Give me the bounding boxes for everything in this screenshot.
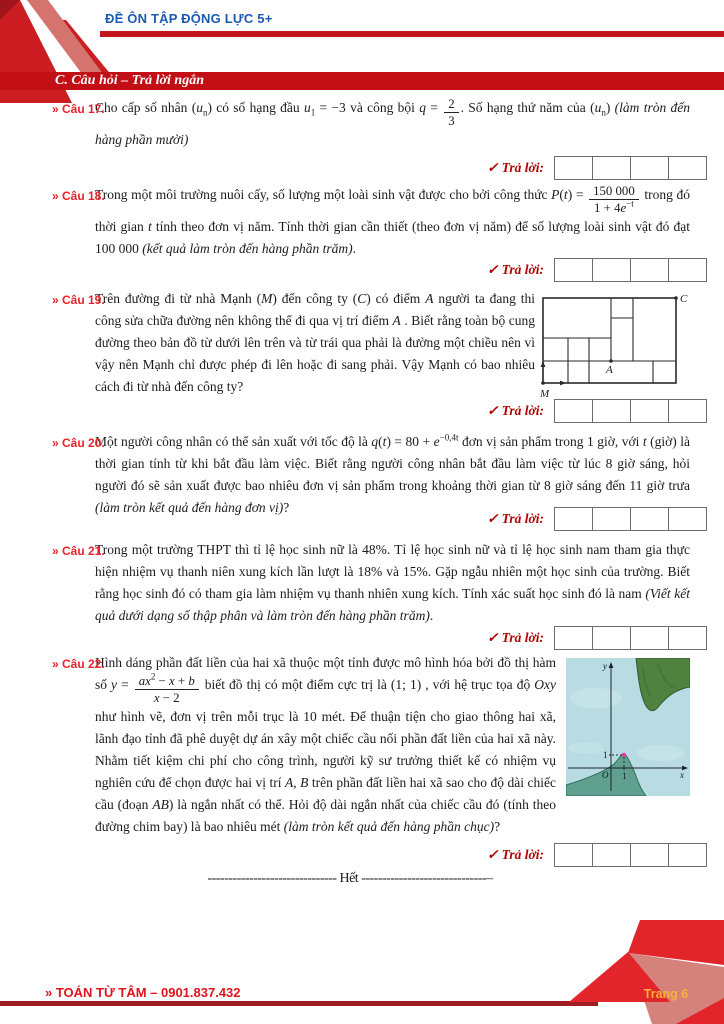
question-22-text: y x O 1 1 Hình dáng phần đất liền của hai xã thuộc một tỉnh được mô hình hóa bởi đồ thị hàm số y = $\frac{ax^2 - x + b}{x - 2}$ biết đồ thị có một điểm cực trị là (1; 1) , với hệ trục tọa độ Oxy như hình vẽ, đơn vị trên mỗi trục là 10 mét. Để thuận tiện cho giao thông hai xã, lãnh đạo tỉnh đã phê duyệt dự án xây một chiếc cầu nối phần đất liền của hai xã này. Nhằm tiết kiệm chi phí cho công trình, người kỹ sư trưởng thiết kế có nhiệm vụ nghiên cứu để chọn được hai vị trí A, B trên phần đất liền hai xã sao cho độ dài chiếc cầu (đoạn AB) là ngắn nhất có thể. Hỏi độ dài ngắn nhất của chiếc cầu đó (tính theo đường chim bay) là bao nhiêu mét (làm tròn kết quả đến hàng phần chục)? [95,652,690,838]
answer-label: ✓ Trả lời: [486,511,544,526]
answer-row-q19 [487,399,707,423]
answer-cell[interactable] [668,259,706,281]
question-21-text: Trong một trường THPT thì tỉ lệ học sinh nữ là 48%. Tỉ lệ học sinh nữ và tỉ lệ học sinh nam tham gia thực hiện nhiệm vụ thanh niên xung kích lần lượt là 18% và 15%. Gặp ngẫu nhiên một học sinh của trường. Biết rằng học sinh đó có tham gia làm nhiệm vụ thanh nhiên xung kích. Tính xác suất học sinh đó là nam (Viết kết quả dưới dạng số thập phân và làm tròn đến hàng phần trăm). [95,542,690,623]
question-19-label: » Câu 19. [52,293,105,307]
question-21-label: » Câu 21. [52,544,105,558]
answer-cell[interactable] [555,400,592,422]
question-22 [52,652,690,838]
label-C: C [680,293,688,305]
question-20-text: Một người công nhân có thể sản xuất với tốc độ là $q(t) = 80 + e^{-0,4t}$ đơn vị sản phẩm trong 1 giờ, với t (giờ) là thời gian tính từ khi bắt đầu làm việc. Biết rằng người công nhân bắt đầu làm việc từ lúc 8 giờ sáng, hỏi người đó sẽ sản xuất được bao nhiêu đơn vị sản phẩm trong khoảng thời gian từ 8 giờ sáng đến 11 giờ trưa (làm tròn kết quả đến hàng đơn vị)? [95,432,691,515]
answer-cell[interactable] [668,157,706,179]
check-icon: ✓ [486,262,499,277]
question-18-label: » Câu 18. [52,189,105,203]
label-y-axis: y [603,661,607,671]
answer-cell[interactable] [592,627,630,649]
question-21 [52,539,690,627]
answer-cell[interactable] [555,627,592,649]
check-icon: ✓ [486,847,499,862]
answer-cell[interactable] [592,157,630,179]
answer-cell[interactable] [668,508,706,530]
answer-row-q17 [487,156,707,180]
corner-decoration-bottom-right [540,915,724,1024]
answer-cell[interactable] [668,400,706,422]
answer-cell[interactable] [555,157,592,179]
answer-boxes[interactable] [554,843,707,867]
answer-boxes[interactable] [554,399,707,423]
label-A: A [606,364,613,376]
answer-cell[interactable] [630,844,668,866]
answer-cell[interactable] [555,259,592,281]
document-title: ĐỀ ÔN TẬP ĐỘNG LỰC 5+ [105,11,273,26]
answer-row-q18 [487,258,707,282]
right-arrow-icon [560,381,566,386]
end-label: Hết [339,871,359,886]
answer-cell[interactable] [630,400,668,422]
answer-boxes[interactable] [554,156,707,180]
tick-x-1: 1 [622,771,627,781]
extremum-point [622,753,626,757]
check-icon: ✓ [486,403,499,418]
question-18 [52,184,690,260]
label-M: M [540,388,550,400]
answer-cell[interactable] [555,508,592,530]
map-figure [566,658,690,796]
footer-rule [0,1001,598,1006]
question-17-label: » Câu 17. [52,102,105,116]
answer-boxes[interactable] [554,626,707,650]
question-19-text: Trên đường đi từ nhà Mạnh (M) đến công ty (C) có điểm A người ta đang thi công sửa chữa đường nên không thể đi qua vị trí điểm A . Biết rằng toàn bộ cung đường theo bản đồ từ dưới lên trên và từ trái qua phải là đường một chiều nên vì vậy nên Mạnh chỉ được phép đi lên hoặc đi sang phải. Vậy Mạnh có bao nhiêu cách đi từ nhà đến công ty? [95,291,535,394]
answer-label: ✓ Trả lời: [486,160,544,175]
answer-cell[interactable] [592,400,630,422]
answer-cell[interactable] [555,844,592,866]
tick-y-1: 1 [603,750,608,760]
question-17 [52,97,690,151]
check-icon: ✓ [486,160,499,175]
answer-cell[interactable] [668,844,706,866]
answer-label: ✓ Trả lời: [486,262,544,277]
route-grid-figure [540,288,692,400]
answer-cell[interactable] [630,508,668,530]
check-icon: ✓ [486,511,499,526]
question-22-label: » Câu 22. [52,657,105,671]
footer-brand: » TOÁN TỪ TÂM – 0901.837.432 [45,985,241,1000]
answer-cell[interactable] [592,259,630,281]
check-icon: ✓ [486,630,499,645]
section-title: C. Câu hỏi – Trả lời ngắn [55,73,204,88]
question-20-label: » Câu 20. [52,436,105,450]
answer-cell[interactable] [592,508,630,530]
answer-row-q21 [487,626,707,650]
answer-boxes[interactable] [554,507,707,531]
answer-row-q20 [487,507,707,531]
answer-cell[interactable] [630,627,668,649]
label-origin: O [602,770,609,780]
page-number: Trang 6 [643,987,689,1001]
answer-boxes[interactable] [554,258,707,282]
answer-label: ✓ Trả lời: [486,630,544,645]
end-divider: ------------------------------- Hết ------------------------------– [207,871,493,886]
header-rule [100,31,724,37]
answer-cell[interactable] [630,259,668,281]
answer-cell[interactable] [592,844,630,866]
question-17-text: Cho cấp số nhân $(u_n)$ có số hạng đầu $u_1 = -3$ và công bội q = $\frac{2}{3}$ . Số hạng thứ năm của $(u_n)$ (làm tròn đến hàng phần mười) [95,97,691,147]
up-arrow-icon [541,361,546,367]
answer-row-q22 [487,843,707,867]
question-18-text: Trong một môi trường nuôi cấy, số lượng một loài sinh vật được cho bởi công thức P(t) = $\frac{150 000}{1 + 4e^{-t}}$ trong đó thời gian t tính theo đơn vị năm. Tính thời gian cần thiết (theo đơn vị năm) để số lượng loài sinh vật đó đạt 100 000 (kết quả làm tròn đến hàng phần trăm). [95,184,691,256]
answer-cell[interactable] [630,157,668,179]
question-20 [52,431,690,519]
answer-label: ✓ Trả lời: [486,847,544,862]
answer-label: ✓ Trả lời: [486,403,544,418]
answer-cell[interactable] [668,627,706,649]
label-x-axis: x [680,770,684,780]
